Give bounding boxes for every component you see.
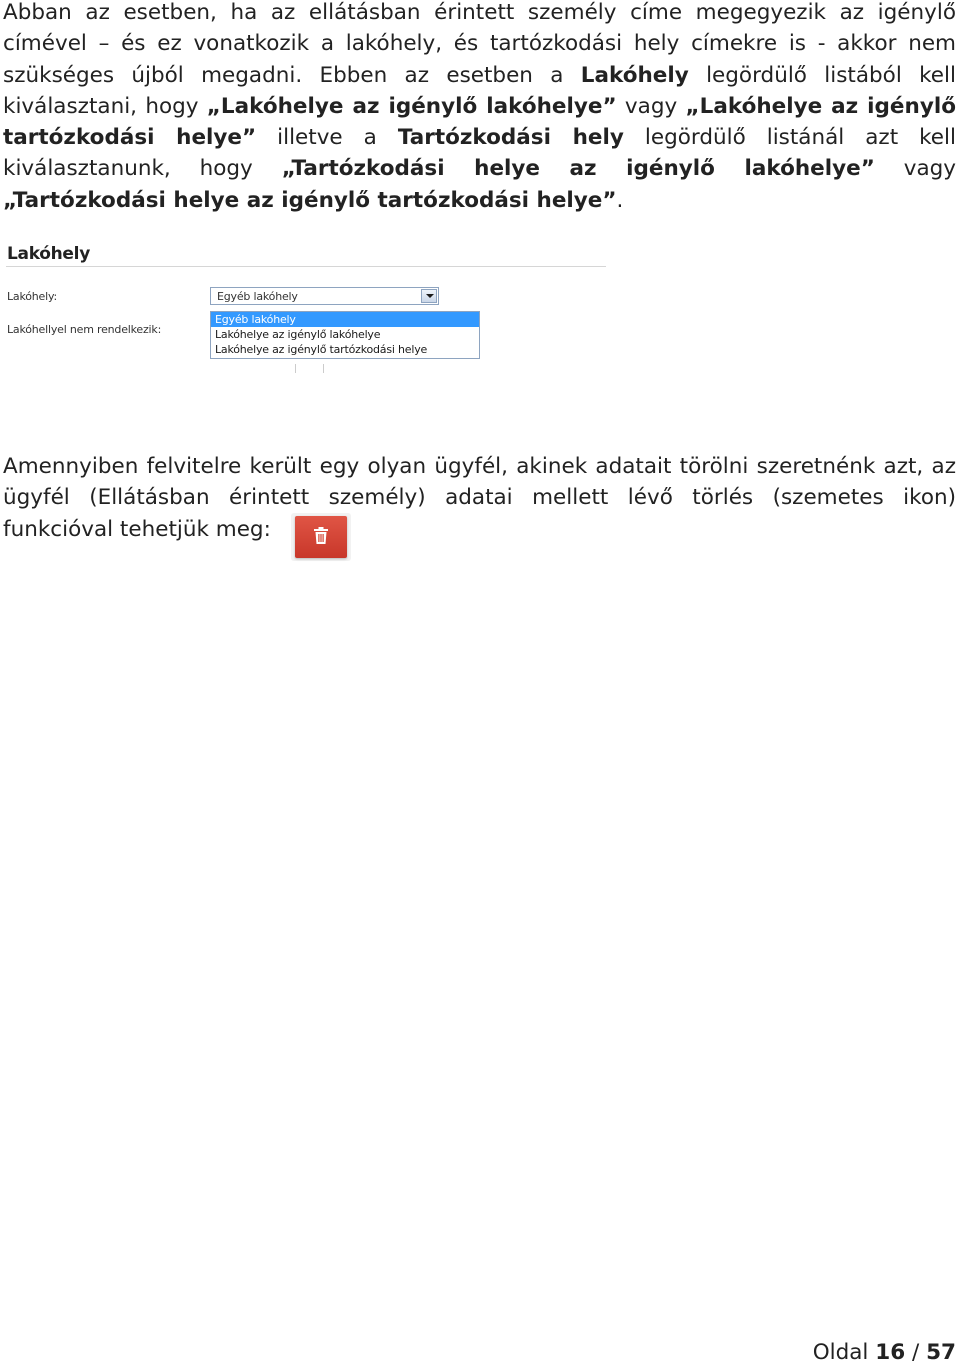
dropdown-option[interactable]: Lakóhelye az igénylő tartózkodási helye bbox=[215, 343, 428, 356]
section-divider bbox=[6, 266, 606, 267]
section-title: Lakóhely bbox=[7, 244, 90, 264]
no-residence-label: Lakóhellyel nem rendelkezik: bbox=[7, 323, 162, 336]
select-value: Egyéb lakóhely bbox=[217, 290, 298, 303]
bold-run: „Tartózkodási helye az igénylő tartózkodási helye” bbox=[3, 187, 617, 213]
text-run: legördülő listából kell kiválasztani, hogy bbox=[3, 62, 956, 119]
bold-run: Tartózkodási hely bbox=[397, 125, 624, 151]
chevron-down-icon[interactable] bbox=[421, 289, 437, 303]
text-run: legördülő listánál azt kell kiválasztanunk, hogy bbox=[3, 125, 956, 182]
delete-paragraph bbox=[3, 451, 956, 545]
lakohely-label: Lakóhely: bbox=[7, 290, 57, 303]
bold-run: „Lakóhelye az igénylő lakóhelye” bbox=[206, 93, 617, 119]
text-run: Amennyiben felvitelre került egy olyan ügyfél, akinek adatait törölni szeretnénk azt, az ügyfél (Ellátásban érintett személy) adatai mellett lévő törlés (szemetes ikon) funkcióval tehetjük meg: bbox=[3, 454, 956, 542]
text-run: vagy bbox=[874, 156, 956, 182]
text-run: vagy bbox=[616, 93, 686, 119]
page-label: Oldal bbox=[812, 1340, 876, 1365]
lakohely-screenshot bbox=[0, 238, 612, 378]
divider-tick bbox=[295, 364, 296, 373]
text-run: Abban az esetben, ha az ellátásban érintett személy címe megegyezik az igénylő címével – és ez vonatkozik a lakóhely, és tartózkodási hely címekre is - akkor nem szükséges újból megadni. Ebben az esetben a bbox=[3, 0, 956, 88]
trash-icon bbox=[313, 527, 329, 545]
page-separator: / bbox=[905, 1340, 927, 1365]
dropdown-option[interactable]: Lakóhelye az igénylő lakóhelye bbox=[215, 328, 381, 341]
dropdown-option[interactable]: Egyéb lakóhely bbox=[211, 312, 479, 327]
intro-paragraph bbox=[3, 0, 956, 216]
current-page: 16 bbox=[875, 1340, 906, 1365]
trash-button[interactable] bbox=[295, 516, 347, 558]
page-number bbox=[813, 1337, 956, 1368]
divider-tick bbox=[323, 364, 324, 373]
text-run: illetve a bbox=[256, 125, 398, 151]
total-pages: 57 bbox=[926, 1340, 956, 1365]
lakohely-dropdown-list bbox=[210, 311, 480, 359]
bold-run: Lakóhely bbox=[580, 62, 689, 88]
lakohely-select[interactable] bbox=[210, 287, 439, 305]
bold-run: „Tartózkodási helye az igénylő lakóhelye” bbox=[281, 156, 875, 182]
text-run: . bbox=[616, 187, 624, 213]
bold-run: „Lakóhelye az igénylő tartózkodási helye” bbox=[3, 93, 956, 151]
